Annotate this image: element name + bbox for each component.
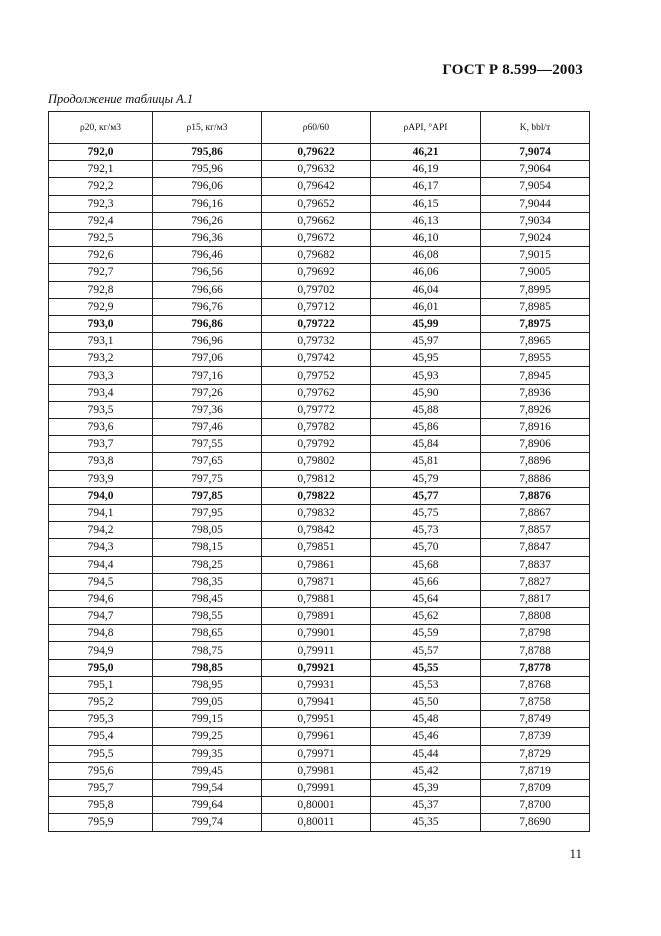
cell-rho15: 797,16: [153, 367, 262, 384]
cell-k: 7,8857: [481, 522, 590, 539]
cell-k: 7,9054: [481, 178, 590, 195]
cell-rho6060: 0,79702: [262, 281, 371, 298]
cell-rho6060: 0,79961: [262, 728, 371, 745]
cell-rho6060: 0,79812: [262, 470, 371, 487]
cell-rho6060: 0,79851: [262, 539, 371, 556]
cell-k: 7,8768: [481, 676, 590, 693]
table-row: [49, 487, 590, 504]
cell-k: 7,8867: [481, 504, 590, 521]
cell-k: 7,9015: [481, 247, 590, 264]
cell-rho15: 798,05: [153, 522, 262, 539]
cell-rho15: 797,55: [153, 436, 262, 453]
cell-rho15: 796,66: [153, 281, 262, 298]
cell-rho6060: 0,79782: [262, 419, 371, 436]
document-id: ГОСТ Р 8.599—2003: [442, 62, 583, 78]
cell-k: 7,8945: [481, 367, 590, 384]
table-row: [49, 556, 590, 573]
cell-rho-api: 45,99: [371, 315, 481, 332]
cell-rho20: 795,4: [49, 728, 153, 745]
cell-rho15: 797,85: [153, 487, 262, 504]
cell-rho6060: 0,79792: [262, 436, 371, 453]
cell-rho15: 795,96: [153, 161, 262, 178]
table-row: [49, 212, 590, 229]
cell-rho20: 795,3: [49, 711, 153, 728]
cell-k: 7,8778: [481, 659, 590, 676]
cell-rho-api: 45,35: [371, 814, 481, 831]
col-header-rho6060: ρ60/60: [262, 112, 371, 144]
cell-k: 7,8837: [481, 556, 590, 573]
cell-k: 7,8749: [481, 711, 590, 728]
cell-rho-api: 45,77: [371, 487, 481, 504]
cell-rho15: 797,06: [153, 350, 262, 367]
cell-rho15: 799,35: [153, 745, 262, 762]
cell-k: 7,8827: [481, 573, 590, 590]
cell-rho20: 795,9: [49, 814, 153, 831]
cell-rho6060: 0,79662: [262, 212, 371, 229]
cell-rho-api: 45,57: [371, 642, 481, 659]
cell-rho20: 792,9: [49, 298, 153, 315]
cell-rho-api: 45,73: [371, 522, 481, 539]
cell-rho15: 798,75: [153, 642, 262, 659]
cell-k: 7,8896: [481, 453, 590, 470]
cell-rho20: 792,7: [49, 264, 153, 281]
cell-k: 7,8876: [481, 487, 590, 504]
table-row: [49, 229, 590, 246]
cell-rho20: 794,5: [49, 573, 153, 590]
cell-rho-api: 45,81: [371, 453, 481, 470]
cell-rho-api: 45,50: [371, 694, 481, 711]
table-row: [49, 247, 590, 264]
cell-rho-api: 45,84: [371, 436, 481, 453]
cell-rho15: 797,65: [153, 453, 262, 470]
cell-rho6060: 0,79881: [262, 590, 371, 607]
cell-k: 7,8936: [481, 384, 590, 401]
cell-rho20: 793,4: [49, 384, 153, 401]
cell-rho-api: 45,59: [371, 625, 481, 642]
cell-rho6060: 0,79981: [262, 762, 371, 779]
cell-rho15: 796,86: [153, 315, 262, 332]
cell-rho15: 796,36: [153, 229, 262, 246]
cell-rho6060: 0,79802: [262, 453, 371, 470]
cell-rho6060: 0,79772: [262, 401, 371, 418]
cell-rho6060: 0,79901: [262, 625, 371, 642]
col-header-rho20: ρ20, кг/м3: [49, 112, 153, 144]
cell-rho15: 797,46: [153, 419, 262, 436]
cell-rho20: 792,2: [49, 178, 153, 195]
cell-rho6060: 0,79682: [262, 247, 371, 264]
page-number: 11: [569, 846, 582, 861]
cell-rho-api: 45,39: [371, 779, 481, 796]
table-row: [49, 264, 590, 281]
cell-rho15: 799,25: [153, 728, 262, 745]
cell-k: 7,8975: [481, 315, 590, 332]
cell-rho20: 795,0: [49, 659, 153, 676]
cell-rho-api: 45,95: [371, 350, 481, 367]
cell-rho-api: 45,46: [371, 728, 481, 745]
table-row: [49, 144, 590, 161]
cell-rho15: 799,45: [153, 762, 262, 779]
cell-rho20: 793,9: [49, 470, 153, 487]
cell-k: 7,9024: [481, 229, 590, 246]
cell-rho20: 794,3: [49, 539, 153, 556]
cell-rho-api: 46,04: [371, 281, 481, 298]
cell-rho20: 793,8: [49, 453, 153, 470]
table-row: [49, 350, 590, 367]
cell-rho6060: 0,79911: [262, 642, 371, 659]
cell-rho20: 793,1: [49, 333, 153, 350]
cell-rho15: 798,85: [153, 659, 262, 676]
cell-k: 7,9044: [481, 195, 590, 212]
cell-k: 7,8739: [481, 728, 590, 745]
cell-rho-api: 46,08: [371, 247, 481, 264]
cell-rho-api: 46,01: [371, 298, 481, 315]
cell-rho15: 798,25: [153, 556, 262, 573]
cell-rho15: 796,26: [153, 212, 262, 229]
cell-rho-api: 45,68: [371, 556, 481, 573]
cell-rho15: 797,75: [153, 470, 262, 487]
cell-k: 7,8926: [481, 401, 590, 418]
cell-rho6060: 0,80011: [262, 814, 371, 831]
table-row: [49, 298, 590, 315]
cell-rho20: 794,2: [49, 522, 153, 539]
cell-rho-api: 45,90: [371, 384, 481, 401]
cell-k: 7,8690: [481, 814, 590, 831]
cell-k: 7,8808: [481, 608, 590, 625]
cell-rho6060: 0,79712: [262, 298, 371, 315]
table-row: [49, 590, 590, 607]
cell-rho15: 795,86: [153, 144, 262, 161]
cell-rho20: 792,6: [49, 247, 153, 264]
table-row: [49, 608, 590, 625]
cell-rho-api: 45,55: [371, 659, 481, 676]
cell-rho6060: 0,79732: [262, 333, 371, 350]
table-row: [49, 814, 590, 831]
cell-rho-api: 45,37: [371, 797, 481, 814]
cell-rho6060: 0,79762: [262, 384, 371, 401]
cell-rho-api: 46,19: [371, 161, 481, 178]
cell-k: 7,8700: [481, 797, 590, 814]
cell-rho20: 795,8: [49, 797, 153, 814]
table-row: [49, 625, 590, 642]
cell-rho-api: 45,86: [371, 419, 481, 436]
cell-rho15: 798,15: [153, 539, 262, 556]
table-row: [49, 694, 590, 711]
cell-k: 7,8995: [481, 281, 590, 298]
cell-rho6060: 0,79622: [262, 144, 371, 161]
table-row: [49, 281, 590, 298]
cell-rho6060: 0,80001: [262, 797, 371, 814]
cell-k: 7,8886: [481, 470, 590, 487]
cell-rho20: 793,2: [49, 350, 153, 367]
cell-rho-api: 46,21: [371, 144, 481, 161]
cell-rho6060: 0,79632: [262, 161, 371, 178]
cell-rho-api: 45,79: [371, 470, 481, 487]
cell-rho-api: 46,13: [371, 212, 481, 229]
cell-rho-api: 46,17: [371, 178, 481, 195]
cell-rho-api: 45,75: [371, 504, 481, 521]
cell-rho6060: 0,79842: [262, 522, 371, 539]
cell-rho-api: 46,10: [371, 229, 481, 246]
cell-k: 7,8788: [481, 642, 590, 659]
table-row: [49, 333, 590, 350]
cell-rho15: 796,56: [153, 264, 262, 281]
col-header-k: K, bbl/т: [481, 112, 590, 144]
table-row: [49, 161, 590, 178]
cell-rho-api: 45,64: [371, 590, 481, 607]
cell-k: 7,8817: [481, 590, 590, 607]
cell-k: 7,9064: [481, 161, 590, 178]
cell-rho6060: 0,79832: [262, 504, 371, 521]
cell-rho20: 792,8: [49, 281, 153, 298]
cell-rho-api: 45,70: [371, 539, 481, 556]
cell-rho20: 793,7: [49, 436, 153, 453]
cell-rho15: 796,06: [153, 178, 262, 195]
cell-k: 7,8758: [481, 694, 590, 711]
table-row: [49, 315, 590, 332]
table-row: [49, 676, 590, 693]
cell-rho6060: 0,79871: [262, 573, 371, 590]
cell-rho6060: 0,79692: [262, 264, 371, 281]
cell-rho6060: 0,79861: [262, 556, 371, 573]
cell-rho15: 798,45: [153, 590, 262, 607]
col-header-rho-api: ρAPI, °API: [371, 112, 481, 144]
table-row: [49, 779, 590, 796]
cell-rho15: 799,15: [153, 711, 262, 728]
cell-rho15: 796,46: [153, 247, 262, 264]
table-row: [49, 401, 590, 418]
cell-rho6060: 0,79951: [262, 711, 371, 728]
table-row: [49, 195, 590, 212]
cell-k: 7,8798: [481, 625, 590, 642]
cell-rho20: 794,0: [49, 487, 153, 504]
cell-rho-api: 45,62: [371, 608, 481, 625]
cell-rho20: 792,0: [49, 144, 153, 161]
cell-k: 7,9074: [481, 144, 590, 161]
cell-rho6060: 0,79891: [262, 608, 371, 625]
cell-rho-api: 45,53: [371, 676, 481, 693]
cell-rho15: 796,76: [153, 298, 262, 315]
cell-k: 7,8847: [481, 539, 590, 556]
table-row: [49, 539, 590, 556]
cell-k: 7,8965: [481, 333, 590, 350]
cell-rho-api: 45,97: [371, 333, 481, 350]
cell-rho-api: 45,88: [371, 401, 481, 418]
table-row: [49, 762, 590, 779]
cell-rho20: 794,6: [49, 590, 153, 607]
cell-rho6060: 0,79921: [262, 659, 371, 676]
cell-rho20: 795,7: [49, 779, 153, 796]
cell-k: 7,9005: [481, 264, 590, 281]
table-row: [49, 711, 590, 728]
cell-rho15: 797,36: [153, 401, 262, 418]
cell-rho6060: 0,79672: [262, 229, 371, 246]
cell-rho15: 798,55: [153, 608, 262, 625]
cell-rho15: 799,05: [153, 694, 262, 711]
table-row: [49, 178, 590, 195]
cell-rho20: 794,1: [49, 504, 153, 521]
cell-rho20: 793,6: [49, 419, 153, 436]
cell-rho20: 794,8: [49, 625, 153, 642]
cell-rho20: 792,4: [49, 212, 153, 229]
table-header-row: [49, 112, 590, 144]
cell-rho6060: 0,79971: [262, 745, 371, 762]
cell-rho20: 794,4: [49, 556, 153, 573]
cell-rho-api: 46,06: [371, 264, 481, 281]
table-row: [49, 384, 590, 401]
table-row: [49, 642, 590, 659]
cell-rho6060: 0,79941: [262, 694, 371, 711]
table-row: [49, 367, 590, 384]
cell-rho20: 792,3: [49, 195, 153, 212]
table-row: [49, 573, 590, 590]
table-row: [49, 522, 590, 539]
cell-rho20: 795,2: [49, 694, 153, 711]
cell-k: 7,8709: [481, 779, 590, 796]
cell-rho-api: 45,42: [371, 762, 481, 779]
cell-rho15: 798,65: [153, 625, 262, 642]
cell-rho15: 797,95: [153, 504, 262, 521]
cell-rho-api: 46,15: [371, 195, 481, 212]
cell-k: 7,8955: [481, 350, 590, 367]
table-row: [49, 504, 590, 521]
cell-k: 7,8906: [481, 436, 590, 453]
cell-rho15: 796,96: [153, 333, 262, 350]
cell-rho20: 794,9: [49, 642, 153, 659]
cell-rho-api: 45,44: [371, 745, 481, 762]
cell-rho20: 792,1: [49, 161, 153, 178]
cell-rho6060: 0,79742: [262, 350, 371, 367]
table-caption: Продолжение таблицы А.1: [48, 92, 194, 106]
cell-rho15: 798,95: [153, 676, 262, 693]
cell-rho-api: 45,66: [371, 573, 481, 590]
cell-rho6060: 0,79752: [262, 367, 371, 384]
cell-rho20: 794,7: [49, 608, 153, 625]
cell-rho15: 798,35: [153, 573, 262, 590]
table-row: [49, 728, 590, 745]
cell-rho15: 797,26: [153, 384, 262, 401]
cell-rho20: 795,5: [49, 745, 153, 762]
cell-k: 7,8729: [481, 745, 590, 762]
cell-rho20: 793,5: [49, 401, 153, 418]
cell-rho-api: 45,48: [371, 711, 481, 728]
cell-k: 7,8719: [481, 762, 590, 779]
table-row: [49, 453, 590, 470]
cell-rho6060: 0,79822: [262, 487, 371, 504]
cell-rho15: 796,16: [153, 195, 262, 212]
col-header-rho15: ρ15, кг/м3: [153, 112, 262, 144]
cell-rho15: 799,54: [153, 779, 262, 796]
table-row: [49, 745, 590, 762]
cell-rho6060: 0,79991: [262, 779, 371, 796]
cell-rho6060: 0,79642: [262, 178, 371, 195]
table-row: [49, 470, 590, 487]
cell-rho20: 795,1: [49, 676, 153, 693]
cell-rho6060: 0,79652: [262, 195, 371, 212]
cell-rho-api: 45,93: [371, 367, 481, 384]
cell-k: 7,8916: [481, 419, 590, 436]
cell-rho20: 793,3: [49, 367, 153, 384]
cell-rho6060: 0,79931: [262, 676, 371, 693]
cell-rho15: 799,74: [153, 814, 262, 831]
table-row: [49, 436, 590, 453]
table-row: [49, 659, 590, 676]
cell-rho20: 792,5: [49, 229, 153, 246]
cell-k: 7,9034: [481, 212, 590, 229]
cell-rho20: 795,6: [49, 762, 153, 779]
table-row: [49, 419, 590, 436]
cell-rho15: 799,64: [153, 797, 262, 814]
cell-rho20: 793,0: [49, 315, 153, 332]
cell-rho6060: 0,79722: [262, 315, 371, 332]
density-table: [48, 111, 590, 832]
table-row: [49, 797, 590, 814]
cell-k: 7,8985: [481, 298, 590, 315]
